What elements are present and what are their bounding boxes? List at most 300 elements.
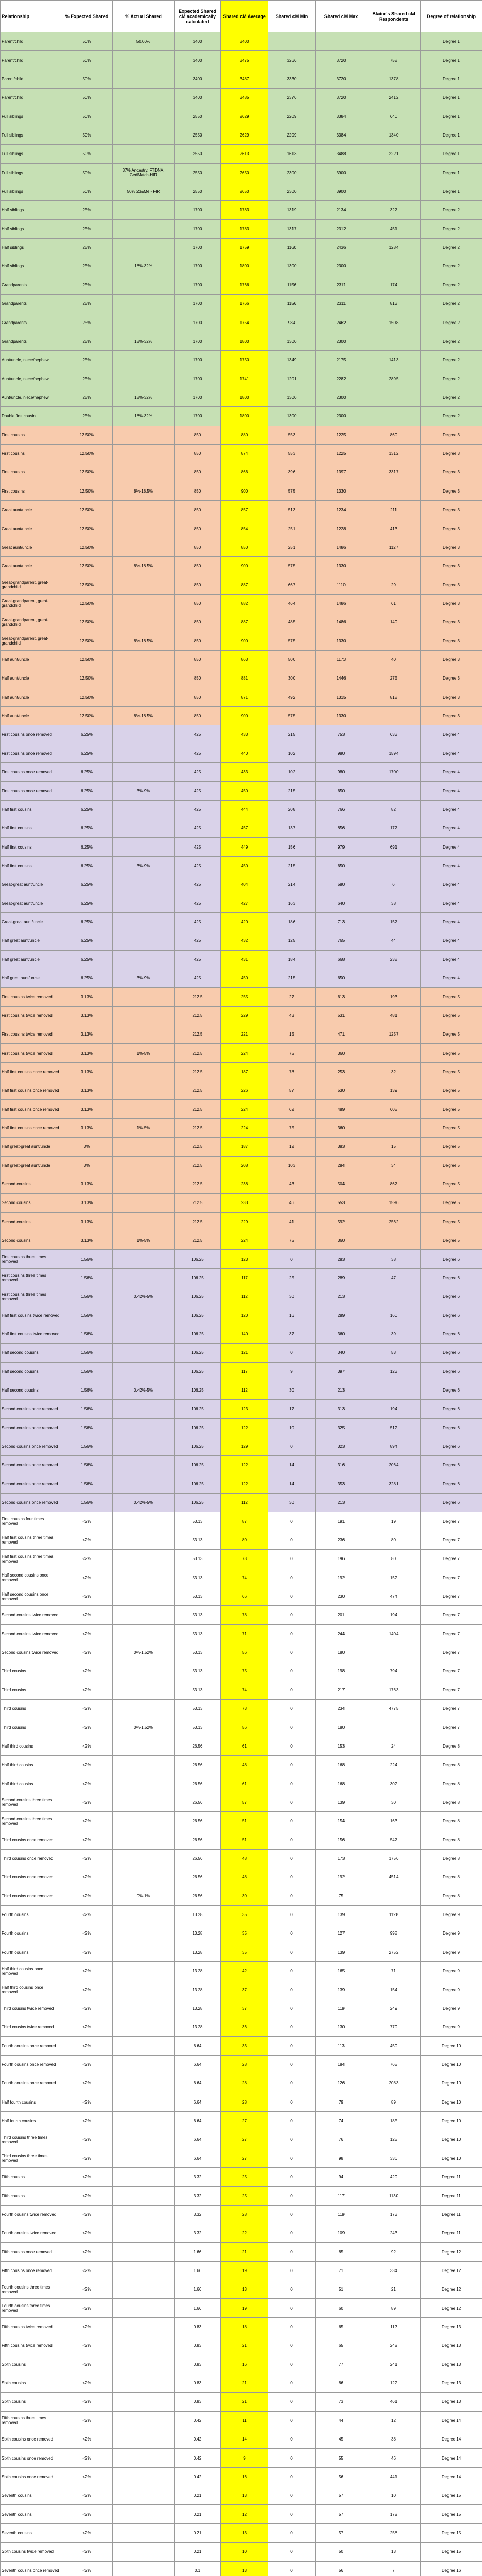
- relationship-cell: Fourth cousins twice removed: [1, 2224, 61, 2243]
- col-max-cm: Shared cM Max: [316, 1, 367, 32]
- table-row: [1, 1062, 482, 1081]
- actual-percent-cell: [113, 763, 175, 782]
- min-cm-cell: 1300: [268, 407, 316, 426]
- relationship-cell: First cousins: [1, 426, 61, 444]
- actual-percent-cell: [113, 1418, 175, 1437]
- degree-cell: Degree 1: [421, 51, 482, 70]
- respondents-cell: 441: [367, 2467, 421, 2486]
- table-row: [1, 126, 482, 144]
- min-cm-cell: 0: [268, 2130, 316, 2149]
- col-actual-percent: % Actual Shared: [113, 1, 175, 32]
- average-cm-cell: 444: [221, 800, 268, 819]
- expected-percent-cell: 25%: [61, 201, 113, 219]
- respondents-cell: [367, 1118, 421, 1137]
- min-cm-cell: 0: [268, 1943, 316, 1961]
- max-cm-cell: 94: [316, 2167, 367, 2186]
- actual-percent-cell: [113, 1100, 175, 1118]
- expected-percent-cell: 50%: [61, 51, 113, 70]
- actual-percent-cell: [113, 1568, 175, 1587]
- expected-percent-cell: 12.50%: [61, 519, 113, 538]
- actual-percent-cell: [113, 145, 175, 163]
- respondents-cell: 1340: [367, 126, 421, 144]
- max-cm-cell: 139: [316, 1980, 367, 1999]
- average-cm-cell: 1750: [221, 351, 268, 369]
- table-row: [1, 2243, 482, 2261]
- actual-percent-cell: [113, 51, 175, 70]
- expected-cm-cell: 26.56: [175, 1868, 221, 1887]
- actual-percent-cell: [113, 1306, 175, 1325]
- expected-percent-cell: 12.50%: [61, 426, 113, 444]
- respondents-cell: 194: [367, 1606, 421, 1624]
- respondents-cell: [367, 257, 421, 276]
- relationship-cell: Half siblings: [1, 238, 61, 257]
- degree-cell: Degree 6: [421, 1381, 482, 1399]
- min-cm-cell: 492: [268, 688, 316, 706]
- average-cm-cell: 140: [221, 1325, 268, 1343]
- average-cm-cell: 2629: [221, 126, 268, 144]
- relationship-cell: Half second cousins: [1, 1344, 61, 1362]
- expected-cm-cell: 13.28: [175, 1924, 221, 1943]
- expected-cm-cell: 212.5: [175, 1231, 221, 1250]
- expected-percent-cell: 50%: [61, 145, 113, 163]
- relationship-cell: Half first cousins once removed: [1, 1062, 61, 1081]
- col-expected-cm: Expected Shared cM academically calculated: [175, 1, 221, 32]
- relationship-cell: Fifth cousins twice removed: [1, 2317, 61, 2336]
- degree-cell: Degree 1: [421, 107, 482, 126]
- expected-percent-cell: <2%: [61, 1812, 113, 1831]
- respondents-cell: 152: [367, 1568, 421, 1587]
- max-cm-cell: 325: [316, 1418, 367, 1437]
- average-cm-cell: 11: [221, 2411, 268, 2430]
- expected-percent-cell: <2%: [61, 1868, 113, 1887]
- respondents-cell: 1128: [367, 1905, 421, 1924]
- expected-cm-cell: 425: [175, 819, 221, 838]
- min-cm-cell: 0: [268, 1812, 316, 1831]
- table-row: [1, 838, 482, 856]
- expected-percent-cell: 50%: [61, 126, 113, 144]
- max-cm-cell: 650: [316, 969, 367, 987]
- expected-cm-cell: 2550: [175, 182, 221, 200]
- average-cm-cell: 450: [221, 856, 268, 875]
- expected-cm-cell: 26.56: [175, 1793, 221, 1811]
- relationship-cell: Second cousins twice removed: [1, 1624, 61, 1643]
- actual-percent-cell: [113, 931, 175, 950]
- table-row: [1, 2224, 482, 2243]
- actual-percent-cell: [113, 950, 175, 969]
- expected-percent-cell: <2%: [61, 2336, 113, 2355]
- respondents-cell: 38: [367, 1250, 421, 1268]
- table-row: [1, 575, 482, 594]
- average-cm-cell: 117: [221, 1268, 268, 1287]
- relationship-cell: Half great aunt/uncle: [1, 950, 61, 969]
- min-cm-cell: 0: [268, 2037, 316, 2055]
- relationship-cell: Half first cousins twice removed: [1, 1325, 61, 1343]
- table-row: [1, 725, 482, 744]
- expected-cm-cell: 53.13: [175, 1699, 221, 1718]
- max-cm-cell: 1330: [316, 632, 367, 650]
- expected-cm-cell: 850: [175, 463, 221, 482]
- expected-cm-cell: 212.5: [175, 1025, 221, 1044]
- expected-percent-cell: <2%: [61, 1924, 113, 1943]
- degree-cell: Degree 6: [421, 1287, 482, 1306]
- min-cm-cell: 1156: [268, 295, 316, 313]
- min-cm-cell: 396: [268, 463, 316, 482]
- average-cm-cell: 48: [221, 1868, 268, 1887]
- table-row: [1, 1081, 482, 1100]
- respondents-cell: 1130: [367, 2187, 421, 2205]
- max-cm-cell: 51: [316, 2280, 367, 2299]
- actual-percent-cell: 8%-18.5%: [113, 482, 175, 500]
- max-cm-cell: 2134: [316, 201, 367, 219]
- relationship-cell: Half aunt/uncle: [1, 650, 61, 669]
- expected-cm-cell: 2550: [175, 163, 221, 182]
- respondents-cell: 691: [367, 838, 421, 856]
- min-cm-cell: 1156: [268, 276, 316, 294]
- table-row: [1, 1400, 482, 1418]
- expected-cm-cell: 1.66: [175, 2243, 221, 2261]
- actual-percent-cell: [113, 2187, 175, 2205]
- min-cm-cell: 1300: [268, 388, 316, 406]
- min-cm-cell: 208: [268, 800, 316, 819]
- average-cm-cell: 450: [221, 782, 268, 800]
- max-cm-cell: 2300: [316, 407, 367, 426]
- max-cm-cell: 127: [316, 1924, 367, 1943]
- table-row: [1, 51, 482, 70]
- actual-percent-cell: [113, 669, 175, 688]
- expected-cm-cell: 2550: [175, 126, 221, 144]
- respondents-cell: [367, 1231, 421, 1250]
- expected-cm-cell: 425: [175, 725, 221, 744]
- expected-percent-cell: <2%: [61, 2149, 113, 2167]
- expected-percent-cell: <2%: [61, 2393, 113, 2411]
- expected-percent-cell: 6.25%: [61, 894, 113, 912]
- table-row: [1, 444, 482, 463]
- average-cm-cell: 21: [221, 2336, 268, 2355]
- max-cm-cell: 74: [316, 2111, 367, 2130]
- actual-percent-cell: 1%-5%: [113, 1044, 175, 1062]
- relationship-cell: Full siblings: [1, 163, 61, 182]
- actual-percent-cell: [113, 519, 175, 538]
- min-cm-cell: 125: [268, 931, 316, 950]
- expected-percent-cell: 1.56%: [61, 1250, 113, 1268]
- expected-cm-cell: 3.32: [175, 2205, 221, 2224]
- respondents-cell: 160: [367, 1306, 421, 1325]
- max-cm-cell: 765: [316, 931, 367, 950]
- relationship-cell: Grandparents: [1, 332, 61, 350]
- expected-cm-cell: 1700: [175, 369, 221, 388]
- average-cm-cell: 857: [221, 500, 268, 519]
- max-cm-cell: 230: [316, 1587, 367, 1605]
- max-cm-cell: 1330: [316, 557, 367, 575]
- min-cm-cell: 575: [268, 632, 316, 650]
- actual-percent-cell: [113, 613, 175, 632]
- expected-percent-cell: 6.25%: [61, 744, 113, 762]
- actual-percent-cell: [113, 1138, 175, 1156]
- min-cm-cell: 0: [268, 2336, 316, 2355]
- actual-percent-cell: [113, 238, 175, 257]
- table-row: [1, 1868, 482, 1887]
- average-cm-cell: 874: [221, 444, 268, 463]
- average-cm-cell: 221: [221, 1025, 268, 1044]
- respondents-cell: 869: [367, 426, 421, 444]
- min-cm-cell: 0: [268, 2261, 316, 2280]
- max-cm-cell: 2436: [316, 238, 367, 257]
- relationship-cell: First cousins three times removed: [1, 1268, 61, 1287]
- respondents-cell: 249: [367, 1999, 421, 2018]
- table-row: [1, 1494, 482, 1512]
- expected-cm-cell: 6.64: [175, 2149, 221, 2167]
- actual-percent-cell: [113, 2317, 175, 2336]
- expected-cm-cell: 106.25: [175, 1344, 221, 1362]
- relationship-cell: Third cousins once removed: [1, 1831, 61, 1849]
- average-cm-cell: 850: [221, 538, 268, 556]
- min-cm-cell: 575: [268, 482, 316, 500]
- expected-cm-cell: 850: [175, 444, 221, 463]
- actual-percent-cell: [113, 988, 175, 1006]
- expected-cm-cell: 0.1: [175, 2561, 221, 2576]
- expected-cm-cell: 212.5: [175, 1118, 221, 1137]
- max-cm-cell: 201: [316, 1606, 367, 1624]
- expected-percent-cell: <2%: [61, 1849, 113, 1868]
- min-cm-cell: 215: [268, 725, 316, 744]
- min-cm-cell: 0: [268, 2317, 316, 2336]
- table-row: [1, 182, 482, 200]
- min-cm-cell: 2376: [268, 89, 316, 107]
- max-cm-cell: 57: [316, 2505, 367, 2523]
- table-row: [1, 2317, 482, 2336]
- max-cm-cell: 753: [316, 725, 367, 744]
- expected-cm-cell: 1700: [175, 295, 221, 313]
- respondents-cell: 1413: [367, 351, 421, 369]
- expected-percent-cell: 1.56%: [61, 1344, 113, 1362]
- average-cm-cell: 30: [221, 1887, 268, 1905]
- degree-cell: Degree 5: [421, 1062, 482, 1081]
- max-cm-cell: 65: [316, 2317, 367, 2336]
- max-cm-cell: 471: [316, 1025, 367, 1044]
- relationship-cell: Third cousins: [1, 1681, 61, 1699]
- max-cm-cell: 360: [316, 1231, 367, 1250]
- degree-cell: Degree 12: [421, 2261, 482, 2280]
- expected-cm-cell: 6.64: [175, 2130, 221, 2149]
- expected-percent-cell: 12.50%: [61, 706, 113, 725]
- respondents-cell: 149: [367, 613, 421, 632]
- average-cm-cell: 123: [221, 1400, 268, 1418]
- degree-cell: Degree 10: [421, 2149, 482, 2167]
- respondents-cell: 242: [367, 2336, 421, 2355]
- max-cm-cell: 119: [316, 2205, 367, 2224]
- expected-cm-cell: 1.66: [175, 2261, 221, 2280]
- min-cm-cell: 57: [268, 1081, 316, 1100]
- min-cm-cell: 46: [268, 1194, 316, 1212]
- actual-percent-cell: [113, 2149, 175, 2167]
- expected-cm-cell: 212.5: [175, 1062, 221, 1081]
- degree-cell: Degree 3: [421, 650, 482, 669]
- degree-cell: Degree 6: [421, 1400, 482, 1418]
- respondents-cell: 7: [367, 2561, 421, 2576]
- col-min-cm: Shared cM Min: [268, 1, 316, 32]
- relationship-cell: Parent/child: [1, 70, 61, 88]
- actual-percent-cell: [113, 1062, 175, 1081]
- actual-percent-cell: [113, 2074, 175, 2093]
- expected-percent-cell: <2%: [61, 2018, 113, 2037]
- degree-cell: Degree 2: [421, 295, 482, 313]
- min-cm-cell: 0: [268, 1681, 316, 1699]
- relationship-cell: Sixth cousins: [1, 2355, 61, 2374]
- respondents-cell: 38: [367, 894, 421, 912]
- respondents-cell: [367, 182, 421, 200]
- respondents-cell: 139: [367, 1081, 421, 1100]
- expected-percent-cell: <2%: [61, 1624, 113, 1643]
- max-cm-cell: 1486: [316, 613, 367, 632]
- degree-cell: Degree 13: [421, 2374, 482, 2392]
- relationship-cell: Great-grandparent, great-grandchild: [1, 632, 61, 650]
- expected-percent-cell: <2%: [61, 2037, 113, 2055]
- relationship-cell: Half second cousins: [1, 1362, 61, 1381]
- degree-cell: Degree 15: [421, 2543, 482, 2561]
- degree-cell: Degree 4: [421, 856, 482, 875]
- relationship-cell: Half fourth cousins: [1, 2111, 61, 2130]
- min-cm-cell: 2300: [268, 163, 316, 182]
- degree-cell: Degree 3: [421, 632, 482, 650]
- average-cm-cell: 3400: [221, 32, 268, 51]
- table-row: [1, 688, 482, 706]
- respondents-cell: 451: [367, 219, 421, 238]
- max-cm-cell: 360: [316, 1325, 367, 1343]
- max-cm-cell: 640: [316, 894, 367, 912]
- relationship-cell: Parent/child: [1, 32, 61, 51]
- average-cm-cell: 224: [221, 1100, 268, 1118]
- relationship-cell: Sixth cousins twice removed: [1, 2543, 61, 2561]
- expected-cm-cell: 3400: [175, 70, 221, 88]
- expected-percent-cell: 12.50%: [61, 650, 113, 669]
- relationship-cell: Fourth cousins: [1, 1924, 61, 1943]
- min-cm-cell: 0: [268, 1643, 316, 1662]
- min-cm-cell: 1319: [268, 201, 316, 219]
- degree-cell: Degree 5: [421, 1231, 482, 1250]
- table-row: [1, 1962, 482, 1980]
- actual-percent-cell: [113, 107, 175, 126]
- table-row: [1, 1344, 482, 1362]
- min-cm-cell: 0: [268, 1250, 316, 1268]
- table-row: [1, 1512, 482, 1531]
- average-cm-cell: 13: [221, 2523, 268, 2542]
- max-cm-cell: 284: [316, 1156, 367, 1175]
- relationship-cell: Half siblings: [1, 219, 61, 238]
- average-cm-cell: 42: [221, 1962, 268, 1980]
- actual-percent-cell: 0.42%-5%: [113, 1494, 175, 1512]
- respondents-cell: 21: [367, 2280, 421, 2299]
- respondents-cell: 1508: [367, 313, 421, 332]
- expected-cm-cell: 212.5: [175, 1194, 221, 1212]
- col-degree: Degree of relationship: [421, 1, 482, 32]
- average-cm-cell: 48: [221, 1849, 268, 1868]
- average-cm-cell: 2650: [221, 163, 268, 182]
- actual-percent-cell: 8%-18.5%: [113, 632, 175, 650]
- max-cm-cell: 191: [316, 1512, 367, 1531]
- actual-percent-cell: [113, 1400, 175, 1418]
- table-row: [1, 1138, 482, 1156]
- expected-cm-cell: 212.5: [175, 1044, 221, 1062]
- relationship-cell: Sixth cousins: [1, 2374, 61, 2392]
- actual-percent-cell: [113, 1924, 175, 1943]
- relationship-cell: Seventh cousins once removed: [1, 2561, 61, 2576]
- degree-cell: Degree 6: [421, 1456, 482, 1475]
- relationship-cell: Double first cousin: [1, 407, 61, 426]
- expected-percent-cell: 25%: [61, 332, 113, 350]
- degree-cell: Degree 10: [421, 2074, 482, 2093]
- expected-percent-cell: <2%: [61, 2205, 113, 2224]
- expected-percent-cell: <2%: [61, 1531, 113, 1549]
- relationship-cell: Half second cousins once removed: [1, 1568, 61, 1587]
- respondents-cell: 241: [367, 2355, 421, 2374]
- expected-cm-cell: 106.25: [175, 1268, 221, 1287]
- expected-percent-cell: 3.13%: [61, 1081, 113, 1100]
- min-cm-cell: 137: [268, 819, 316, 838]
- col-expected-percent: % Expected Shared: [61, 1, 113, 32]
- relationship-cell: Second cousins: [1, 1212, 61, 1231]
- expected-cm-cell: 850: [175, 557, 221, 575]
- average-cm-cell: 866: [221, 463, 268, 482]
- degree-cell: Degree 1: [421, 145, 482, 163]
- table-row: [1, 2130, 482, 2149]
- min-cm-cell: 75: [268, 1044, 316, 1062]
- min-cm-cell: 214: [268, 875, 316, 894]
- table-row: [1, 1943, 482, 1961]
- expected-cm-cell: 0.83: [175, 2393, 221, 2411]
- expected-percent-cell: <2%: [61, 2317, 113, 2336]
- min-cm-cell: 575: [268, 706, 316, 725]
- degree-cell: Degree 8: [421, 1849, 482, 1868]
- respondents-cell: 185: [367, 2111, 421, 2130]
- actual-percent-cell: [113, 2523, 175, 2542]
- actual-percent-cell: [113, 2430, 175, 2449]
- expected-percent-cell: <2%: [61, 1980, 113, 1999]
- table-row: [1, 2411, 482, 2430]
- min-cm-cell: 16: [268, 1306, 316, 1325]
- relationship-cell: Sixth cousins once removed: [1, 2430, 61, 2449]
- expected-cm-cell: 1700: [175, 351, 221, 369]
- actual-percent-cell: [113, 2037, 175, 2055]
- expected-cm-cell: 1700: [175, 388, 221, 406]
- actual-percent-cell: 1%-5%: [113, 1118, 175, 1137]
- average-cm-cell: 1759: [221, 238, 268, 257]
- respondents-cell: 15: [367, 1138, 421, 1156]
- table-row: [1, 1887, 482, 1905]
- min-cm-cell: 215: [268, 969, 316, 987]
- table-row: [1, 2261, 482, 2280]
- actual-percent-cell: 0%-1.52%: [113, 1718, 175, 1737]
- average-cm-cell: 900: [221, 482, 268, 500]
- average-cm-cell: 74: [221, 1568, 268, 1587]
- relationship-cell: Aunt/uncle, niece/nephew: [1, 351, 61, 369]
- min-cm-cell: 14: [268, 1456, 316, 1475]
- average-cm-cell: 10: [221, 2543, 268, 2561]
- degree-cell: Degree 9: [421, 1943, 482, 1961]
- degree-cell: Degree 8: [421, 1868, 482, 1887]
- actual-percent-cell: [113, 800, 175, 819]
- max-cm-cell: 360: [316, 1044, 367, 1062]
- average-cm-cell: 900: [221, 632, 268, 650]
- actual-percent-cell: [113, 2093, 175, 2111]
- relationship-cell: Third cousins: [1, 1662, 61, 1681]
- degree-cell: Degree 8: [421, 1831, 482, 1849]
- min-cm-cell: 553: [268, 426, 316, 444]
- expected-cm-cell: 0.42: [175, 2449, 221, 2467]
- max-cm-cell: 1173: [316, 650, 367, 669]
- max-cm-cell: 2300: [316, 257, 367, 276]
- relationship-cell: Half second cousins once removed: [1, 1587, 61, 1605]
- expected-cm-cell: 13.28: [175, 1980, 221, 1999]
